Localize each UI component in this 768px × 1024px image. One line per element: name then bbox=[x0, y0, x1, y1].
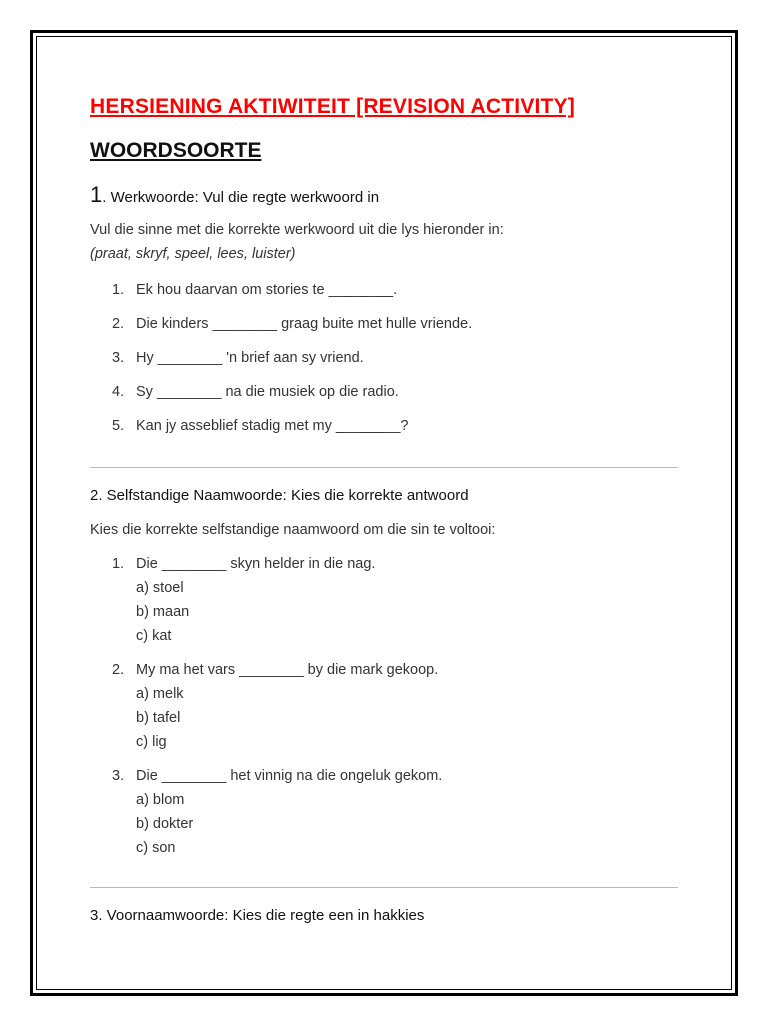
question-text: Die ________ skyn helder in die nag. bbox=[136, 556, 376, 572]
answer-option: c) son bbox=[136, 840, 176, 856]
worksheet-subtitle: WOORDSOORTE bbox=[90, 139, 262, 162]
section-2-heading: 2. Selfstandige Naamwoorde: Kies die korrekte antwoord bbox=[90, 487, 469, 504]
question-number: 2. bbox=[112, 662, 125, 678]
section-1-item bbox=[112, 316, 472, 332]
item-text: Hy ________ 'n brief aan sy vriend. bbox=[136, 350, 364, 366]
answer-option: a) stoel bbox=[136, 580, 184, 596]
section-1-item bbox=[112, 418, 408, 434]
section-divider bbox=[90, 467, 678, 468]
answer-option: b) dokter bbox=[136, 816, 194, 832]
section-2-question bbox=[112, 556, 375, 572]
section-2-instruction: Kies die korrekte selfstandige naamwoord om die sin te voltooi: bbox=[90, 522, 496, 538]
item-number: 5. bbox=[112, 418, 125, 434]
answer-option: b) maan bbox=[136, 604, 190, 620]
section-1-instruction: Vul die sinne met die korrekte werkwoord uit die lys hieronder in: bbox=[90, 222, 504, 238]
section-1-item bbox=[112, 282, 397, 298]
section-1-title: . Werkwoorde: Vul die regte werkwoord in bbox=[102, 189, 380, 206]
item-text: Die kinders ________ graag buite met hulle vriende. bbox=[136, 316, 473, 332]
section-divider bbox=[90, 887, 678, 888]
section-1-number: 1 bbox=[90, 182, 103, 207]
question-number: 3. bbox=[112, 768, 125, 784]
question-text: My ma het vars ________ by die mark gekoop. bbox=[136, 662, 439, 678]
item-number: 3. bbox=[112, 350, 125, 366]
answer-option: c) lig bbox=[136, 734, 167, 750]
section-3-heading: 3. Voornaamwoorde: Kies die regte een in hakkies bbox=[90, 907, 425, 924]
item-number: 1. bbox=[112, 282, 125, 298]
item-number: 2. bbox=[112, 316, 125, 332]
section-1-heading bbox=[90, 182, 379, 208]
section-1-item bbox=[112, 350, 364, 366]
item-number: 4. bbox=[112, 384, 125, 400]
section-1-word-list: (praat, skryf, speel, lees, luister) bbox=[90, 246, 296, 262]
question-number: 1. bbox=[112, 556, 125, 572]
answer-option: a) melk bbox=[136, 686, 184, 702]
section-2-question bbox=[112, 662, 438, 678]
question-text: Die ________ het vinnig na die ongeluk gekom. bbox=[136, 768, 443, 784]
answer-option: a) blom bbox=[136, 792, 185, 808]
answer-option: c) kat bbox=[136, 628, 172, 644]
item-text: Sy ________ na die musiek op die radio. bbox=[136, 384, 399, 400]
item-text: Ek hou daarvan om stories te ________. bbox=[136, 282, 398, 298]
section-2-question bbox=[112, 768, 442, 784]
answer-option: b) tafel bbox=[136, 710, 181, 726]
item-text: Kan jy asseblief stadig met my ________? bbox=[136, 418, 409, 434]
section-1-item bbox=[112, 384, 399, 400]
worksheet-title: HERSIENING AKTIWITEIT [REVISION ACTIVITY] bbox=[90, 95, 575, 118]
